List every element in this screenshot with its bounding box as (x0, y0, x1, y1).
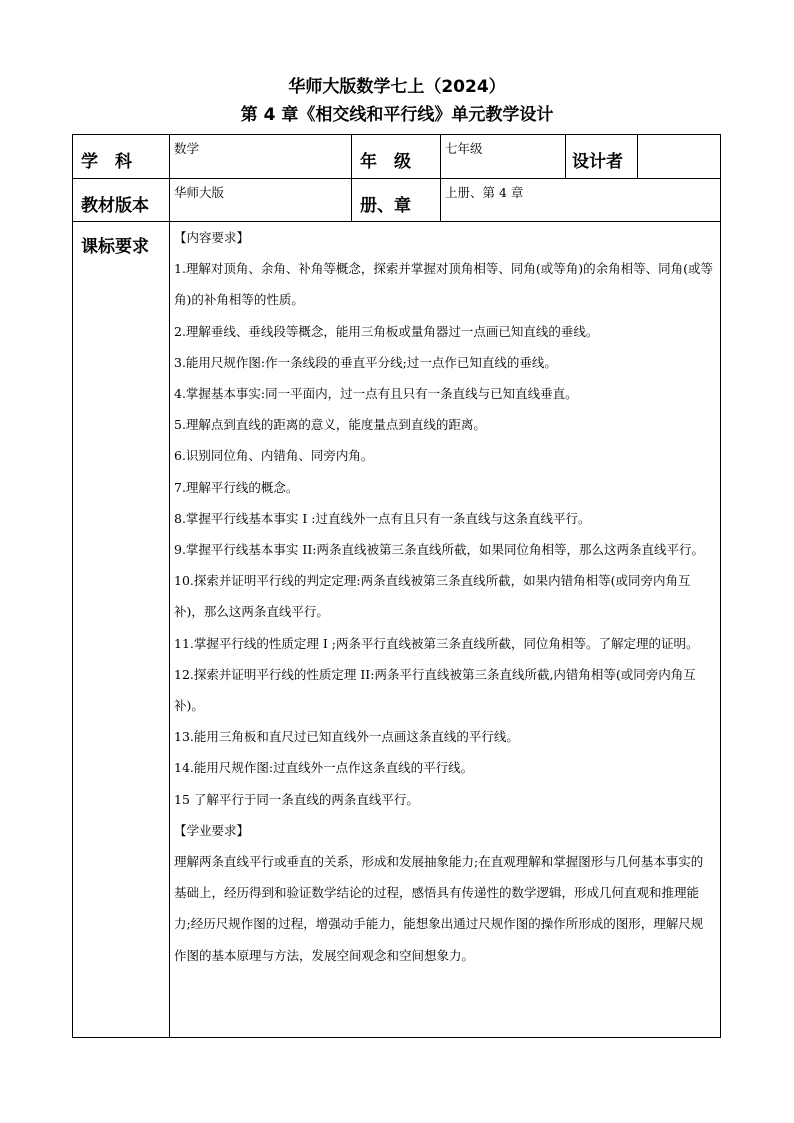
requirement-item: 9.掌握平行线基本事实 II:两条直线被第三条直线所截，如果同位角相等，那么这两条直线平行。 (174, 542, 704, 558)
design-table (72, 134, 721, 1038)
requirement-item: 12.探索并证明平行线的性质定理 II:两条平行直线被第三条直线所截,内错角相等(或同旁内角互补)。 (174, 666, 696, 714)
academic-requirements-heading: 【学业要求】 (174, 822, 250, 838)
page-title-line2: 第 4 章《相交线和平行线》单元教学设计 (240, 105, 554, 125)
requirement-item: 7.理解平行线的概念。 (174, 479, 299, 495)
volume-label: 册、章 (352, 179, 441, 222)
requirement-item: 2.理解垂线、垂线段等概念，能用三角板或量角器过一点画已知直线的垂线。 (174, 323, 599, 339)
requirement-item: 4.掌握基本事实:同一平面内，过一点有且只有一条直线与已知直线垂直。 (174, 386, 578, 402)
standards-content (170, 222, 721, 1038)
requirement-item: 11.掌握平行线的性质定理 I ;两条平行直线被第三条直线所截，同位角相等。了解定理的证明。 (174, 635, 699, 651)
textbook-label: 教材版本 (73, 179, 170, 222)
designer-value (638, 135, 721, 179)
standards-label: 课标要求 (73, 222, 170, 1038)
page-title-line1: 华师大版数学七上（2024） (288, 77, 506, 97)
designer-label: 设计者 (566, 135, 638, 179)
grade-value: 七年级 (441, 135, 566, 179)
subject-value: 数学 (170, 135, 352, 179)
subject-label: 学 科 (73, 135, 170, 179)
academic-requirements-text: 理解两条直线平行或垂直的关系，形成和发展抽象能力;在直观理解和掌握图形与几何基本事实的基础上，经历得到和验证数学结论的过程，感悟具有传递性的数学逻辑，形成几何直观和推理能力;经历尺规作图的过程，增强动手能力，能想象出通过尺规作图的操作所形成的图形，理解尺规作图的基本原理与方法，发展空间观念和空间想象力。 (174, 854, 704, 963)
requirement-item: 5.理解点到直线的距离的意义，能度量点到直线的距离。 (174, 417, 486, 433)
content-requirements-heading: 【内容要求】 (174, 230, 250, 245)
requirement-item: 15 了解平行于同一条直线的两条直线平行。 (174, 791, 419, 807)
requirement-item: 3.能用尺规作图:作一条线段的垂直平分线;过一点作已知直线的垂线。 (174, 354, 557, 370)
requirement-item: 10.探索并证明平行线的判定定理:两条直线被第三条直线所截，如果内错角相等(或同旁内角互补)，那么这两条直线平行。 (174, 573, 691, 620)
requirement-item: 1.理解对顶角、余角、补角等概念，探索并掌握对顶角相等、同角(或等角)的余角相等、同角(或等角)的补角相等的性质。 (174, 261, 714, 308)
requirement-item: 6.识别同位角、内错角、同旁内角。 (174, 448, 374, 464)
requirement-item: 13.能用三角板和直尺过已知直线外一点画这条直线的平行线。 (174, 729, 519, 745)
grade-label: 年 级 (352, 135, 441, 179)
textbook-value: 华师大版 (170, 179, 352, 222)
volume-value: 上册、第 4 章 (441, 179, 721, 222)
requirement-item: 8.掌握平行线基本事实 I :过直线外一点有且只有一条直线与这条直线平行。 (174, 510, 591, 526)
requirement-item: 14.能用尺规作图:过直线外一点作这条直线的平行线。 (174, 760, 474, 776)
